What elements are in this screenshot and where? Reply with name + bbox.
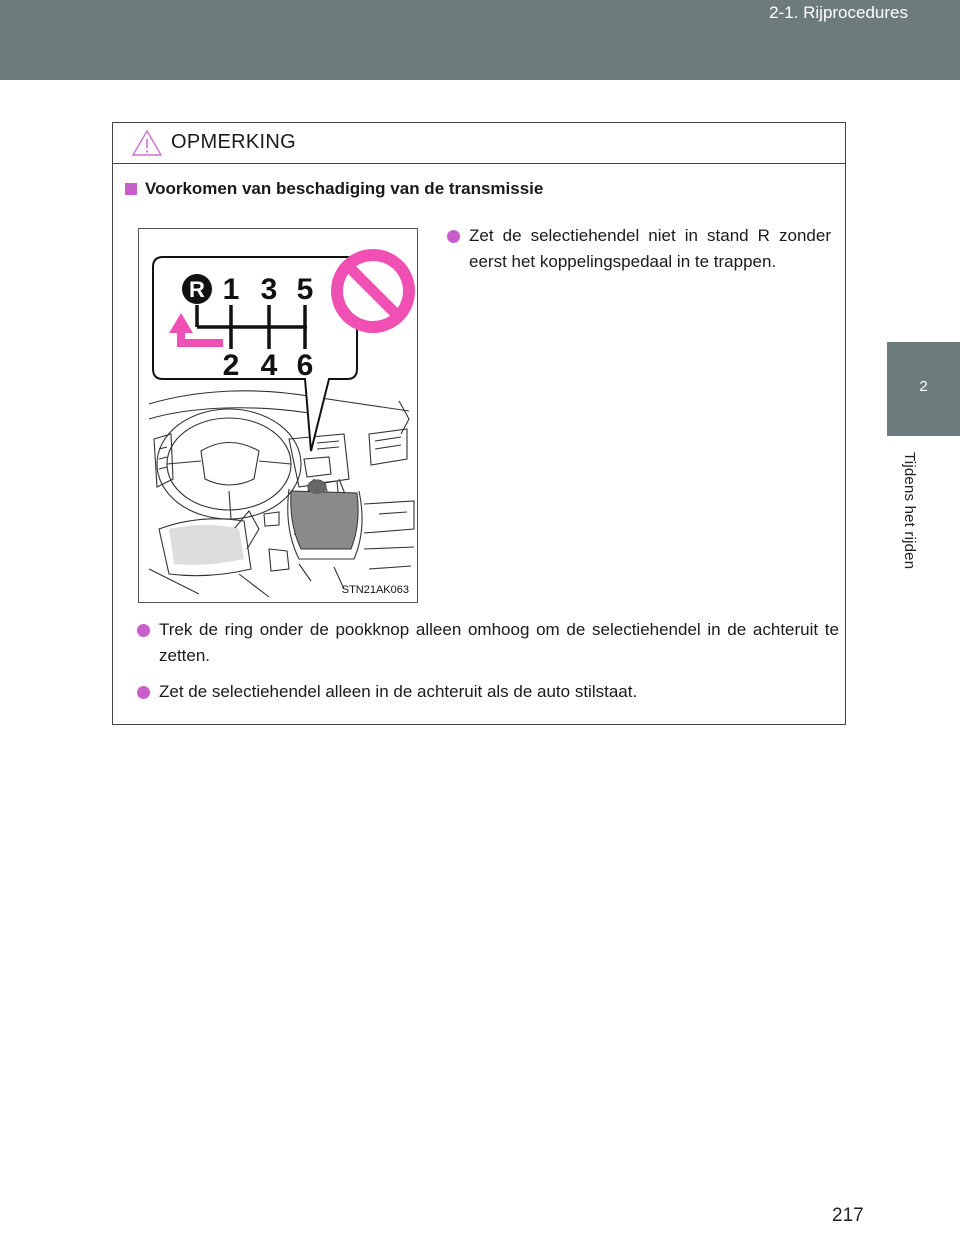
gear-label-6: 6 (296, 349, 314, 382)
list-item (137, 617, 839, 669)
notice-box (112, 122, 846, 725)
header-bar (0, 0, 960, 80)
notice-title: OPMERKING (171, 131, 296, 153)
chapter-tab (887, 342, 960, 436)
warning-triangle-icon (131, 129, 163, 157)
page-number: 217 (832, 1205, 864, 1226)
prohibition-icon (331, 249, 415, 333)
gear-label-4: 4 (260, 349, 278, 382)
subheading-text: Voorkomen van beschadiging van de transmissie (145, 179, 544, 198)
section-title: 2-1. Rijprocedures (769, 3, 908, 22)
list-item (137, 679, 839, 705)
notice-header (113, 123, 845, 164)
square-bullet-icon (125, 183, 137, 195)
bullet-text: Zet de selectiehendel niet in stand R zonder eerst het koppelingspedaal in te trappen. (469, 226, 831, 271)
bullet-dot-icon (137, 624, 150, 637)
gear-label-3: 3 (260, 273, 278, 306)
list-item (447, 223, 831, 275)
gearshift-illustration (138, 228, 418, 603)
subheading (125, 179, 543, 199)
gear-label-5: 5 (296, 273, 314, 306)
gear-label-2: 2 (222, 349, 240, 382)
gear-label-r: R (189, 277, 205, 302)
bullet-dot-icon (137, 686, 150, 699)
chapter-title: Tijdens het rijden (901, 452, 918, 570)
bullet-text: Zet de selectiehendel alleen in de achteruit als de auto stilstaat. (159, 682, 638, 701)
bullet-text: Trek de ring onder de pookknop alleen omhoog om de selectiehendel in de achteruit te zetten. (159, 620, 839, 665)
gear-label-1: 1 (222, 273, 240, 306)
bullet-dot-icon (447, 230, 460, 243)
chapter-number: 2 (919, 378, 928, 395)
illustration-code: STN21AK063 (341, 584, 409, 596)
gearshift-drawing (139, 229, 419, 604)
